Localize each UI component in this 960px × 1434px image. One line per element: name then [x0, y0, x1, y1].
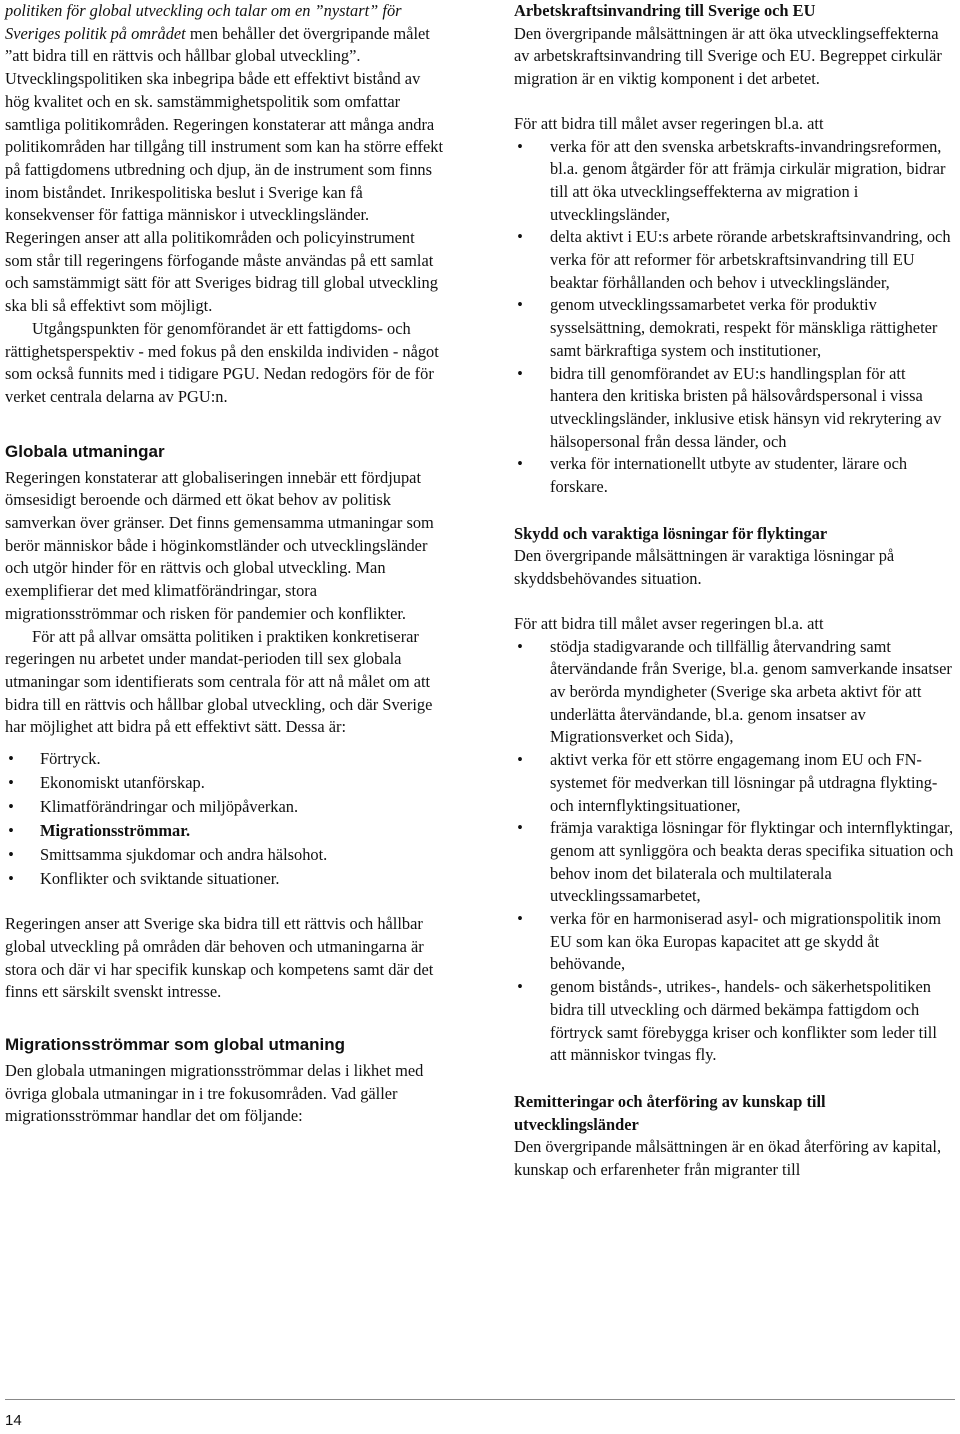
list-item [514, 636, 954, 750]
bullet-icon: • [517, 750, 523, 770]
global-paragraph-1: Regeringen konstaterar att globaliseringen innebär ett fördjupat ömsesidigt beroende och därmed ett ökat behov av politisk samverkan över gränser. Det finns gemensamma utmaningar som berör människor både i höginkomstländer och utvecklingsländer och utgör hinder för en rättvis och global utveckling. Man exemplifierar det med klimatförändringar, stora migrationsströmmar och risken för pandemier och konflikter. [5, 467, 434, 623]
bullet-icon: • [517, 227, 523, 247]
bullet-icon: • [8, 821, 14, 841]
challenges-list [5, 747, 445, 891]
challenge-text: Ekonomiskt utanförskap. [40, 773, 205, 793]
intro-paragraph-2: Utgångspunkten för genomförandet är ett fattigdoms- och rättighetsperspektiv - med fokus på den enskilda individen - något som också funnits med i tidigare PGU. Nedan redogörs för de för verket centrala delarna av PGU:n. [5, 318, 439, 406]
bullet-icon: • [517, 636, 523, 656]
bullet-icon: • [8, 773, 14, 793]
challenge-text: Klimatförändringar och miljöpåverkan. [40, 797, 299, 817]
bullet-icon: • [8, 749, 14, 769]
intro-text: politiken för global utveckling och talar om en ”nystart” för Sveriges politik på området men behåller det övergripande målet ”att bidra till en rättvis och hållbar global utveckling”. Utvecklingspolitiken ska inbegripa både ett effektivt bistånd av hög kvalitet och en sk. samstämmighetspolitik som omfattar samtliga politikområden. Regeringen konstaterar att många andra politikområden har tillgång till instrument som kan ha större effekt på fattigdomens utbredning och djup, än de instrument som finns inom biståndet. Inrikespolitiska beslut i Sverige kan få konsekvenser för fattiga människor i utvecklingsländer. Regeringen anser att alla politikområden och policyinstrument som står till regeringens förfogande måste användas på ett samlat och samstämmigt sätt för att Sveriges bidrag till global utveckling ska bli så effektivt som möjligt. [5, 1, 444, 316]
heading-labour-migration: Arbetskraftsinvandring till Sverige och EU [514, 1, 816, 20]
list-item [5, 867, 445, 891]
bullet-icon: • [8, 845, 14, 865]
list-item [514, 136, 954, 227]
refugee-lead: För att bidra till målet avser regeringen bl.a. att [514, 613, 824, 633]
heading-remittances: Remitteringar och återföring av kunskap till utvecklingsländer [514, 1091, 826, 1134]
bullet-icon: • [517, 909, 523, 929]
list-item-text: verka för att den svenska arbetskrafts-invandringsreformen, bl.a. genom åtgärder för att främja cirkulär migration, bidrar till att öka utvecklingseffekterna av migration i utvecklingsländer, [550, 136, 946, 224]
list-item [5, 795, 445, 819]
list-item [514, 749, 954, 817]
list-item-text: stödja stadigvarande och tillfällig återvandring samt återvändande från Sverige, bl.a. genom samverkande insatser av berörda myndigheter (Sverige ska arbeta aktivt för att underlätta återvändande, bl.a. genom insatser av Migrationsverket och Sida), [550, 636, 952, 747]
global-paragraph-2: För att på allvar omsätta politiken i praktiken konkretiserar regeringen nu arbetet under mandat-perioden till sex globala utmaningar som identifierats som centrala för att nå målet om att bidra till en rättvis och hållbar global utveckling, och där Sverige har möjlighet att bidra på ett effektivt sätt. Dessa är: [5, 626, 433, 737]
bullet-icon: • [517, 818, 523, 838]
list-item-text: verka för en harmoniserad asyl- och migrationspolitik inom EU som kan öka Europas kapacitet att ge skydd åt behövande, [550, 909, 941, 974]
bullet-icon: • [517, 136, 523, 156]
bullet-icon: • [8, 869, 14, 889]
list-item-text: delta aktivt i EU:s arbete rörande arbetskraftsinvandring, och verka för att reformer för arbetskraftsinvandring till EU beaktar förhållanden och behov i utvecklingsländer, [550, 227, 951, 292]
challenge-text: Smittsamma sjukdomar och andra hälsohot. [40, 845, 328, 865]
list-item-text: främja varaktiga lösningar för flyktingar och internflyktingar, genom att synliggöra och beakta deras specifika situation och behov inom det bilaterala och multilaterala utvecklingssamarbetet, [550, 818, 954, 906]
list-item [514, 908, 954, 976]
labour-paragraph: Den övergripande målsättningen är att öka utvecklingseffekterna av arbetskraftsinvandring till Sverige och EU. Begreppet cirkulär migration är en viktig komponent i det arbetet. [514, 23, 942, 89]
right-column [514, 0, 954, 1182]
list-item [5, 843, 445, 867]
list-item-text: bidra till genomförandet av EU:s handlingsplan för att hantera den kritiska bristen på hälsovårdspersonal i vissa utvecklingsländer, inklusive etisk hänsyn vid rekrytering av hälsopersonal från dessa länder, och [550, 363, 942, 451]
remittances-paragraph: Den övergripande målsättningen är en ökad återföring av kapital, kunskap och erfarenheter från migranter till [514, 1137, 942, 1180]
list-item-text: aktivt verka för ett större engagemang inom EU och FN-systemet för medverkan till lösningar på utdragna flykting- och internflyktingsituationer, [550, 750, 938, 815]
global-paragraph-3: Regeringen anser att Sverige ska bidra till ett rättvis och hållbar global utveckling på områden där behoven och utmaningarna är stora och där vi har specifik kunskap och kompetens samt där det finns ett särskilt svenskt intresse. [5, 914, 434, 1002]
challenge-text-highlighted: Migrationsströmmar. [40, 821, 191, 841]
list-item [5, 819, 445, 843]
footer-divider [5, 1399, 955, 1400]
challenge-text: Konflikter och sviktande situationer. [40, 869, 280, 889]
list-item-text: genom utvecklingssamarbetet verka för produktiv sysselsättning, demokrati, respekt för mänskliga rättigheter samt bärkraftiga system och institutioner, [550, 295, 938, 360]
list-item [514, 453, 954, 498]
intro-italic-fragment: politiken för global utveckling och talar om en ”nystart” för Sveriges politik på området [5, 1, 402, 43]
list-item [5, 771, 445, 795]
bullet-icon: • [8, 797, 14, 817]
heading-global-challenges: Globala utmaningar [5, 441, 165, 461]
labour-list [514, 136, 954, 499]
labour-lead: För att bidra till målet avser regeringen bl.a. att [514, 113, 824, 133]
list-item-text: genom bistånds-, utrikes-, handels- och säkerhetspolitiken bidra till utveckling och därmed bekämpa fattigdom och förtryck samt förebygga kriser och konflikter som leder till att människor tvingas fly. [550, 977, 937, 1065]
challenge-text: Förtryck. [40, 749, 101, 769]
list-item [514, 817, 954, 908]
bullet-icon: • [517, 363, 523, 383]
list-item [514, 294, 954, 362]
migration-paragraph-1: Den globala utmaningen migrationsströmmar delas i likhet med övriga globala utmaningar in i tre fokusområden. Vad gäller migrationsströmmar handlar det om följande: [5, 1060, 424, 1126]
list-item [514, 976, 954, 1067]
list-item-text: verka för internationellt utbyte av studenter, lärare och forskare. [550, 454, 908, 497]
heading-refugee-protection: Skydd och varaktiga lösningar för flyktingar [514, 523, 828, 543]
refugee-list [514, 636, 954, 1067]
heading-migration-challenge: Migrationsströmmar som global utmaning [5, 1034, 346, 1054]
list-item [5, 747, 445, 771]
bullet-icon: • [517, 977, 523, 997]
refugee-paragraph: Den övergripande målsättningen är varaktiga lösningar på skyddsbehövandes situation. [514, 546, 895, 589]
page-number: 14 [5, 1412, 22, 1429]
left-column [5, 0, 445, 1128]
bullet-icon: • [517, 295, 523, 315]
list-item [514, 226, 954, 294]
list-item [514, 363, 954, 454]
intro-paragraph [5, 0, 445, 318]
bullet-icon: • [517, 454, 523, 474]
